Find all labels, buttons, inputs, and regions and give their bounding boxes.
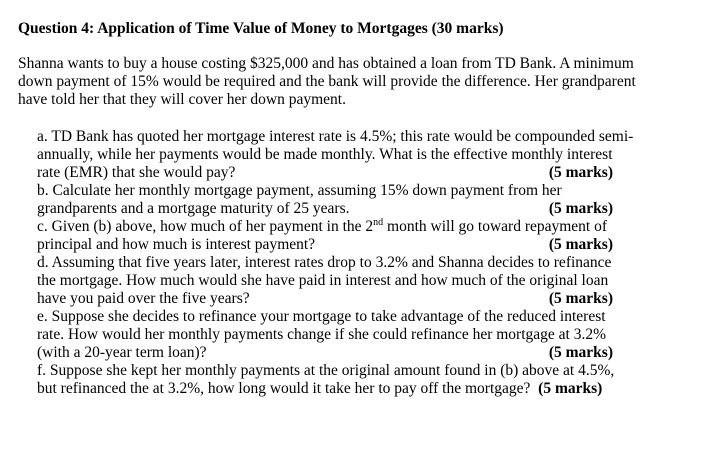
part-c-line-1 [37,218,647,236]
part-b-marks: (5 marks) [548,200,613,217]
part-d-marks: (5 marks) [548,290,613,307]
part-e-line-2: rate. How would her monthly payments change if she could refinance her mortgage at 3.2% [37,326,607,343]
part-f-line-1: f. Suppose she kept her monthly payments at the original amount found in (b) above at 4.5%, [37,362,615,379]
part-f-marks: (5 marks) [538,380,603,397]
part-f-line-2 [37,380,647,398]
part-c-line-1-post: month will go toward repayment of [383,218,608,235]
part-a-line-1: a. TD Bank has quoted her mortgage interest rate is 4.5%; this rate would be compounded semi- [37,128,634,145]
part-c-ordinal-suffix: nd [373,216,384,228]
part-d-text: have you paid over the five years? [37,290,250,307]
intro-line-3: have told her that they will cover her down payment. [18,91,346,108]
intro-line-1: Shanna wants to buy a house costing $325,000 and has obtained a loan from TD Bank. A minimum [18,55,634,72]
part-b-line-1: b. Calculate her monthly mortgage payment, assuming 15% down payment from her [37,182,562,199]
part-e-line-3 [37,344,647,362]
part-d-line-1: d. Assuming that five years later, interest rates drop to 3.2% and Shanna decides to refinance [37,254,612,271]
question-heading: Question 4: Application of Time Value of Money to Mortgages (30 marks) [18,20,504,37]
part-d-line-3 [37,290,647,308]
part-e-marks: (5 marks) [548,344,613,361]
question-intro [18,55,648,109]
part-e-text: (with a 20-year term loan)? [37,344,207,361]
part-c-marks: (5 marks) [548,236,613,253]
part-c-line-2 [37,236,647,254]
part-e-line-1: e. Suppose she decides to refinance your mortgage to take advantage of the reduced interest [37,308,606,325]
part-a-marks: (5 marks) [548,164,613,181]
question-parts [37,128,647,398]
part-c-line-1-pre: c. Given (b) above, how much of her payment in the 2 [37,218,374,235]
part-d-line-2: the mortgage. How much would she have paid in interest and how much of the original loan [37,272,609,289]
part-a-text: rate (EMR) that she would pay? [37,164,236,181]
part-b-text: grandparents and a mortgage maturity of 25 years. [37,200,350,217]
part-f-text: but refinanced the at 3.2%, how long would it take her to pay off the mortgage? [37,380,531,397]
part-a-line-2: annually, while her payments would be made monthly. What is the effective monthly interest [37,146,613,163]
part-b-line-2 [37,200,647,218]
intro-line-2: down payment of 15% would be required and the bank will provide the difference. Her grandparent [18,73,636,90]
part-c-text: principal and how much is interest payment? [37,236,316,253]
part-a-line-3 [37,164,647,182]
